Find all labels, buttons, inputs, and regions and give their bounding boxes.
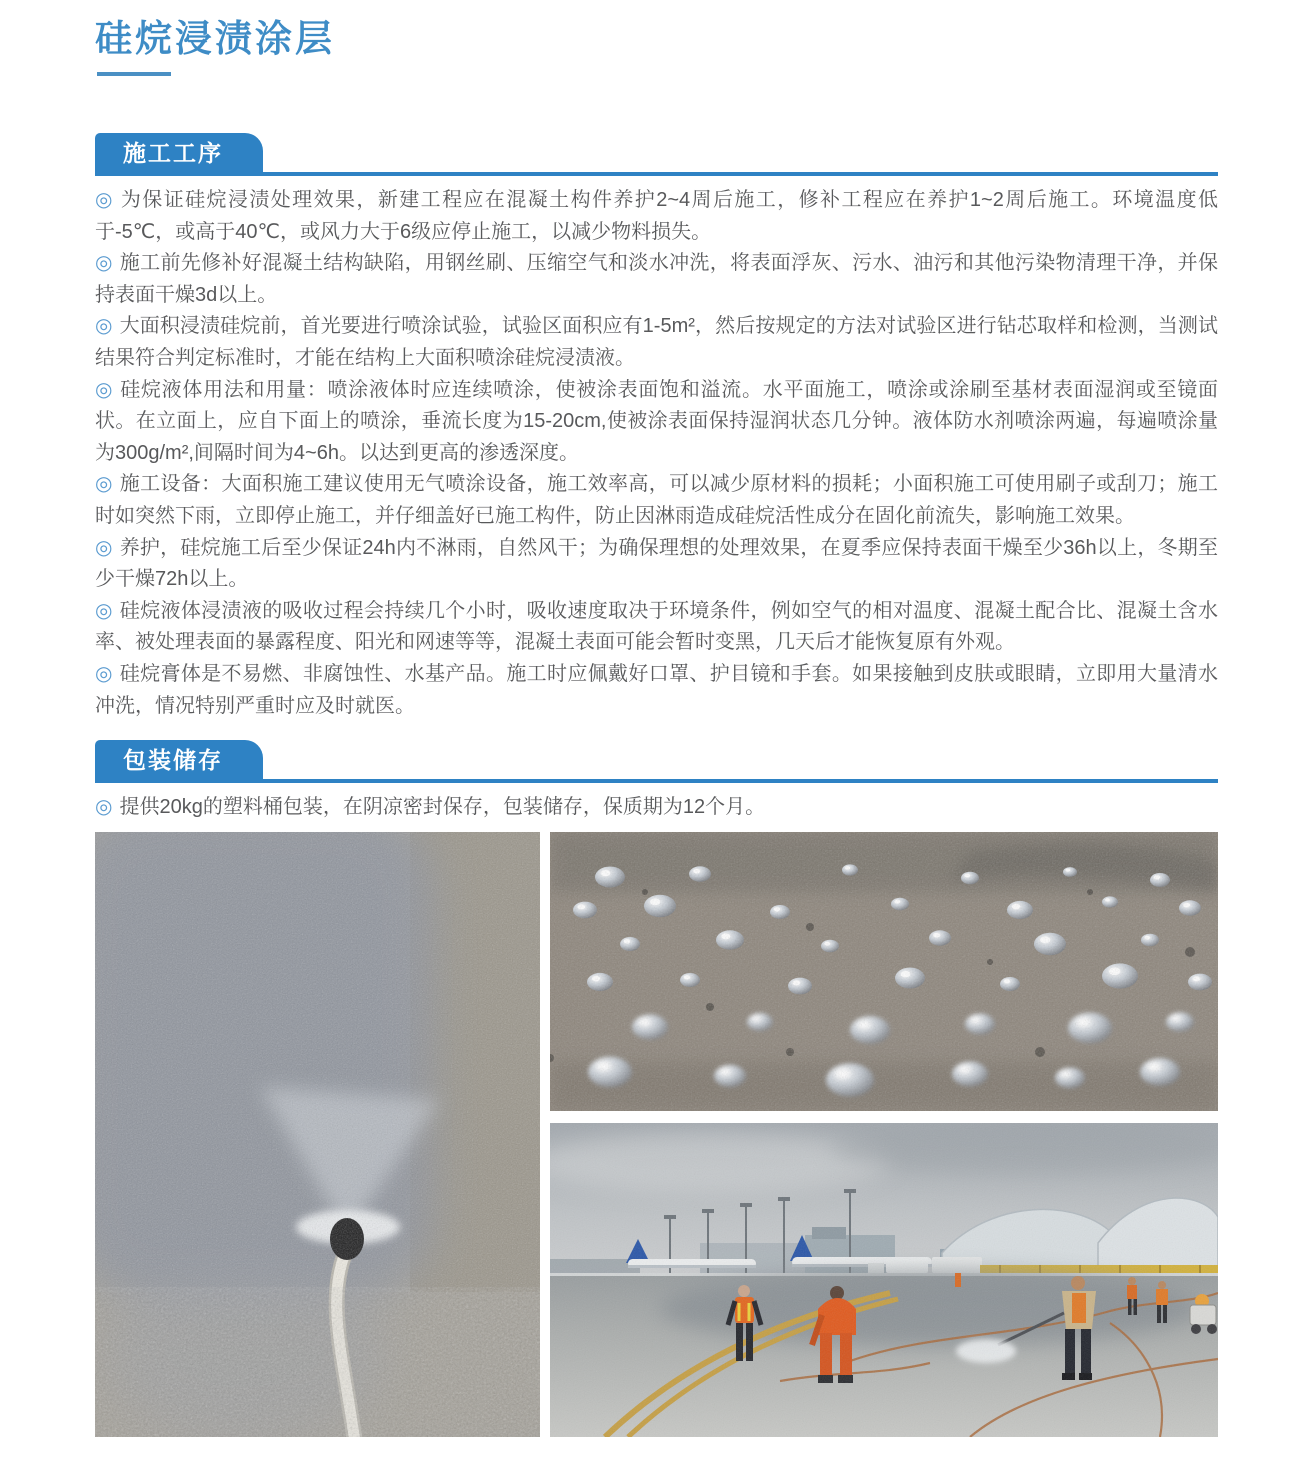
page-title: 硅烷浸渍涂层 xyxy=(95,18,335,59)
bullet-list xyxy=(95,792,1218,824)
bullet-marker-icon: ◎ xyxy=(95,662,113,685)
silane-spray-on-wall-photo xyxy=(95,832,540,1437)
airport-apron-spraying-photo xyxy=(550,1123,1218,1437)
bullet-text: 硅烷液体浸渍液的吸收过程会持续几个小时，吸收速度取决于环境条件，例如空气的相对温度、混凝土配合比、混凝土含水率、被处理表面的暴露程度、阳光和网速等等，混凝土表面可能会暂时变黑，几天后才能恢复原有外观。 xyxy=(95,599,1218,654)
bullet-item xyxy=(95,469,1218,532)
bullet-text: 硅烷液体用法和用量：喷涂液体时应连续喷涂，使被涂表面饱和溢流。水平面施工，喷涂或涂刷至基材表面湿润或至镜面状。在立面上，应自下面上的喷涂，垂流长度为15-20cm,使被涂表面保持湿润状态几分钟。液体防水剂喷涂两遍，每遍喷涂量为300g/m²,间隔时间为4~6h。以达到更高的渗透深度。 xyxy=(95,378,1219,464)
bullet-text: 养护，硅烷施工后至少保证24h内不淋雨，自然风干；为确保理想的处理效果，在夏季应保持表面干燥至少36h以上，冬期至少干燥72h以上。 xyxy=(95,536,1218,591)
spray-wall-illustration xyxy=(95,832,540,1437)
bullet-item xyxy=(95,311,1218,374)
bullet-item xyxy=(95,659,1218,722)
title-underline xyxy=(97,72,171,76)
bullet-marker-icon: ◎ xyxy=(95,315,113,338)
bullet-marker-icon: ◎ xyxy=(95,599,113,622)
bullet-marker-icon: ◎ xyxy=(95,473,113,496)
bullet-marker-icon: ◎ xyxy=(95,378,114,401)
bullet-marker-icon: ◎ xyxy=(95,536,113,559)
bullet-text: 提供20kg的塑料桶包装，在阴凉密封保存，包装储存，保质期为12个月。 xyxy=(119,796,766,818)
bullet-item xyxy=(95,533,1218,596)
bullet-marker-icon: ◎ xyxy=(95,189,114,211)
bullet-text: 硅烷膏体是不易燃、非腐蚀性、水基产品。施工时应佩戴好口罩、护目镜和手套。如果接触到皮肤或眼睛，立即用大量清水冲洗，情况特别严重时应及时就医。 xyxy=(95,662,1218,717)
bullet-text: 为保证硅烷浸渍处理效果，新建工程应在混凝土构件养护2~4周后施工，修补工程应在养护1~2周后施工。环境温度低于-5℃，或高于40℃，或风力大于6级应停止施工，以减少物料损失。 xyxy=(95,189,1218,243)
bullet-marker-icon: ◎ xyxy=(95,252,113,275)
bullet-item xyxy=(95,248,1218,311)
bullet-item xyxy=(95,792,1218,824)
bullet-marker-icon: ◎ xyxy=(95,796,113,818)
bullet-item xyxy=(95,596,1218,659)
section-tab-label: 包装储存 xyxy=(95,740,263,779)
airport-scene-illustration xyxy=(550,1123,1218,1437)
section-construction-process xyxy=(95,133,1218,722)
section-tab-label: 施工工序 xyxy=(95,133,263,172)
bullet-text: 施工前先修补好混凝土结构缺陷，用钢丝刷、压缩空气和淡水冲洗，将表面浮灰、污水、油污和其他污染物清理干净，并保持表面干燥3d以上。 xyxy=(95,252,1218,306)
water-beading-concrete-photo xyxy=(550,832,1218,1111)
bullet-item xyxy=(95,185,1218,248)
bullet-item xyxy=(95,375,1218,470)
bullet-list xyxy=(95,185,1218,722)
section-packaging-storage xyxy=(95,740,1218,824)
section-header xyxy=(95,133,1218,176)
bullet-text: 施工设备：大面积施工建议使用无气喷涂设备，施工效率高，可以减少原材料的损耗；小面积施工可使用刷子或刮刀；施工时如突然下雨，立即停止施工，并仔细盖好已施工构件，防止因淋雨造成硅烷活性成分在固化前流失，影响施工效果。 xyxy=(95,473,1218,527)
water-beads-illustration xyxy=(550,832,1218,1111)
bullet-text: 大面积浸渍硅烷前，首光要进行喷涂试验，试验区面积应有1-5m²，然后按规定的方法对试验区进行钻芯取样和检测，当测试结果符合判定标准时，才能在结构上大面积喷涂硅烷浸渍液。 xyxy=(95,315,1218,369)
section-header xyxy=(95,740,1218,783)
